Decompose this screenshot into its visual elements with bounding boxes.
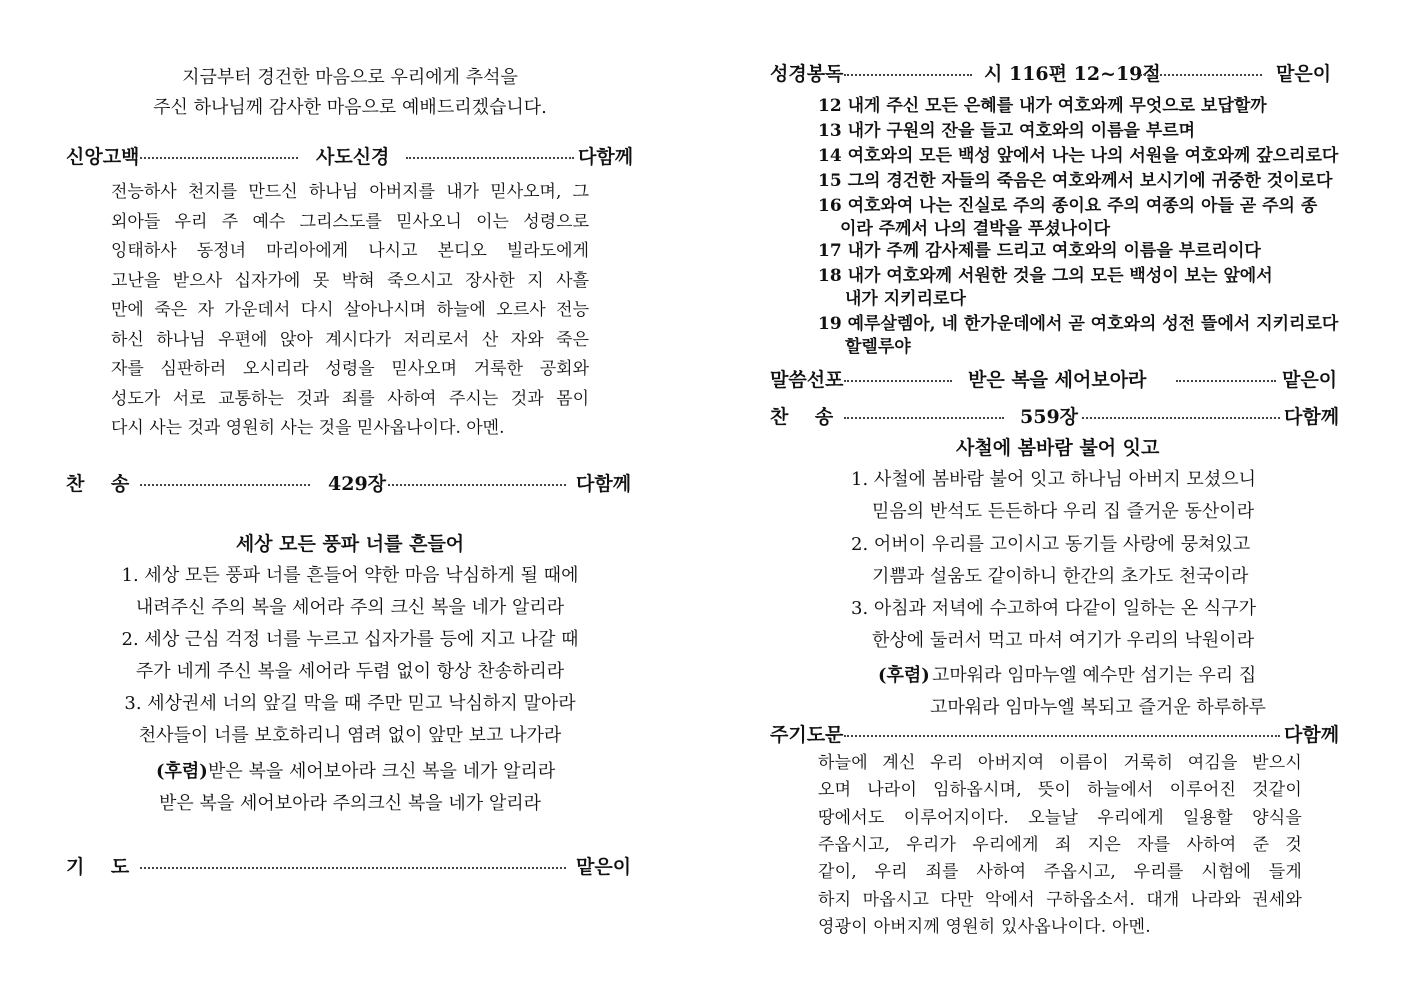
leader-dots bbox=[140, 484, 310, 486]
lyric-line: 내려주신 주의 복을 세어라 주의 크신 복을 네가 알리라 bbox=[135, 597, 565, 618]
leader-dots bbox=[844, 74, 972, 76]
creed-line: 전능하사 천지를 만드신 하나님 아버지를 내가 믿사오며, 그 bbox=[111, 182, 589, 202]
verse-line: 12 내게 주신 모든 은혜를 내가 여호와께 무엇으로 보답할까 bbox=[818, 96, 1267, 116]
refrain-label: (후렴) bbox=[156, 761, 208, 782]
lyric-line: 3. 세상권세 너의 앞길 막을 때 주만 믿고 낙심하지 말아라 bbox=[124, 693, 576, 714]
section-label: 신앙고백 bbox=[66, 146, 140, 168]
verse-line: 이라 주께서 나의 결박을 푸셨나이다 bbox=[840, 219, 1111, 239]
hymn-title: 사철에 봄바람 불어 잇고 bbox=[956, 437, 1160, 459]
lyric-line: 천사들이 너를 보호하리니 염려 없이 앞만 보고 나가라 bbox=[138, 725, 562, 746]
verse-line: 내가 지키리로다 bbox=[845, 289, 966, 309]
leader-dots bbox=[844, 417, 1004, 419]
refrain-line: 고마워라 임마누엘 예수만 섬기는 우리 집 bbox=[932, 665, 1257, 686]
section-leader: 맡은이 bbox=[1282, 369, 1338, 391]
prayer-line: 땅에서도 이루어지이다. 오늘날 우리에게 일용할 양식을 bbox=[818, 808, 1302, 828]
verse-line: 19 예루살렘아, 네 한가운데에서 곧 여호와의 성전 뜰에서 지키리로다 bbox=[818, 314, 1339, 334]
section-label: 찬 송 bbox=[770, 406, 834, 428]
intro-line: 주신 하나님께 감사한 마음으로 예배드리겠습니다. bbox=[153, 97, 547, 118]
lyric-line: 1. 세상 모든 풍파 너를 흔들어 약한 마음 낙심하게 될 때에 bbox=[121, 565, 579, 586]
refrain-line: 받은 복을 세어보아라 크신 복을 네가 알리라 bbox=[208, 761, 556, 782]
creed-line: 만에 죽은 자 가운데서 다시 살아나시며 하늘에 오르사 전능 bbox=[111, 300, 589, 320]
leader-dots bbox=[140, 867, 566, 869]
lyric-line: 1. 사철에 봄바람 불어 잇고 하나님 아버지 모셨으니 bbox=[851, 469, 1256, 490]
refrain-line: 받은 복을 세어보아라 주의크신 복을 네가 알리라 bbox=[158, 793, 542, 814]
hymn-number: 429장 bbox=[328, 473, 387, 495]
lyric-line: 믿음의 반석도 든든하다 우리 집 즐거운 동산이라 bbox=[872, 501, 1255, 522]
prayer-line: 같이, 우리 죄를 사하여 주옵시고, 우리를 시험에 들게 bbox=[818, 862, 1302, 882]
verse-line: 16 여호와여 나는 진실로 주의 종이요 주의 여종의 아들 곧 주의 종 bbox=[818, 196, 1318, 216]
hymn-number: 559장 bbox=[1020, 406, 1079, 428]
verse-line: 14 여호와의 모든 백성 앞에서 나는 나의 서원을 여호와께 갚으리로다 bbox=[818, 146, 1339, 166]
creed-line: 다시 사는 것과 영원히 사는 것을 믿사옵나이다. 아멘. bbox=[111, 418, 505, 438]
leader-dots bbox=[1082, 417, 1280, 419]
prayer-line: 주옵시고, 우리가 우리에게 죄 지은 자를 사하여 준 것 bbox=[818, 835, 1302, 855]
section-label: 말씀선포 bbox=[770, 369, 844, 391]
prayer-line: 하지 마옵시고 다만 악에서 구하옵소서. 대개 나라와 권세와 bbox=[818, 890, 1302, 910]
verse-line: 13 내가 구원의 잔을 들고 여호와의 이름을 부르며 bbox=[818, 121, 1196, 141]
leader-dots bbox=[140, 157, 298, 159]
section-label: 기 도 bbox=[66, 856, 130, 878]
section-leader: 다함께 bbox=[1284, 724, 1340, 746]
creed-line: 자를 심판하러 오시리라 성령을 믿사오며 거룩한 공회와 bbox=[111, 359, 589, 379]
section-leader: 다함께 bbox=[578, 146, 634, 168]
verse-line: 할렐루야 bbox=[845, 337, 911, 357]
lyric-line: 주가 네게 주신 복을 세어라 두렴 없이 항상 찬송하리라 bbox=[135, 661, 565, 682]
refrain-label: (후렴) bbox=[878, 665, 930, 686]
leader-dots bbox=[388, 484, 566, 486]
leader-dots bbox=[844, 735, 1280, 737]
creed-line: 하신 하나님 우편에 앉아 계시다가 저리로서 산 자와 죽은 bbox=[111, 330, 589, 350]
hymn-title: 세상 모든 풍파 너를 흔들어 bbox=[235, 533, 465, 555]
prayer-line: 하늘에 계신 우리 아버지여 이름이 거룩히 여김을 받으시 bbox=[818, 753, 1302, 773]
sermon-title: 받은 복을 세어보아라 bbox=[968, 369, 1147, 391]
section-label: 주기도문 bbox=[770, 724, 844, 746]
prayer-line: 오며 나라이 임하옵시며, 뜻이 하늘에서 이루어진 것같이 bbox=[818, 780, 1302, 800]
creed-line: 외아들 우리 주 예수 그리스도를 믿사오니 이는 성령으로 bbox=[111, 212, 589, 232]
creed-line: 고난을 받으사 십자가에 못 박혀 죽으시고 장사한 지 사흘 bbox=[111, 271, 589, 291]
creed-line: 잉태하사 동정녀 마리아에게 나시고 본디오 빌라도에게 bbox=[111, 241, 589, 261]
section-title: 사도신경 bbox=[316, 146, 390, 168]
lyric-line: 한상에 둘러서 먹고 마셔 여기가 우리의 낙원이라 bbox=[872, 630, 1255, 651]
lyric-line: 2. 어버이 우리를 고이시고 동기들 사랑에 뭉쳐있고 bbox=[851, 534, 1251, 555]
section-label: 찬 송 bbox=[66, 473, 130, 495]
leader-dots bbox=[406, 157, 574, 159]
section-leader: 맡은이 bbox=[576, 856, 632, 878]
verse-line: 18 내가 여호와께 서원한 것을 그의 모든 백성이 보는 앞에서 bbox=[818, 266, 1273, 286]
section-leader: 다함께 bbox=[1284, 406, 1340, 428]
verse-line: 17 내가 주께 감사제를 드리고 여호와의 이름을 부르리이다 bbox=[818, 241, 1261, 261]
lyric-line: 3. 아침과 저녁에 수고하여 다같이 일하는 온 식구가 bbox=[851, 598, 1256, 619]
scripture-passage: 시 116편 12~19절 bbox=[984, 63, 1161, 85]
prayer-line: 영광이 아버지께 영원히 있사옵나이다. 아멘. bbox=[818, 917, 1151, 937]
verse-line: 15 그의 경건한 자들의 죽음은 여호와께서 보시기에 귀중한 것이로다 bbox=[818, 171, 1333, 191]
leader-dots bbox=[1176, 380, 1276, 382]
refrain-line: 고마워라 임마누엘 복되고 즐거운 하루하루 bbox=[930, 697, 1266, 718]
intro-line: 지금부터 경건한 마음으로 우리에게 추석을 bbox=[182, 67, 518, 88]
leader-dots bbox=[1140, 74, 1262, 76]
creed-line: 성도가 서로 교통하는 것과 죄를 사하여 주시는 것과 몸이 bbox=[111, 389, 589, 409]
lyric-line: 기쁨과 설움도 같이하니 한간의 초가도 천국이라 bbox=[872, 566, 1249, 587]
section-label: 성경봉독 bbox=[770, 63, 844, 85]
leader-dots bbox=[844, 380, 952, 382]
section-leader: 맡은이 bbox=[1276, 63, 1332, 85]
lyric-line: 2. 세상 근심 걱정 너를 누르고 십자가를 등에 지고 나갈 때 bbox=[121, 629, 579, 650]
section-leader: 다함께 bbox=[576, 473, 632, 495]
